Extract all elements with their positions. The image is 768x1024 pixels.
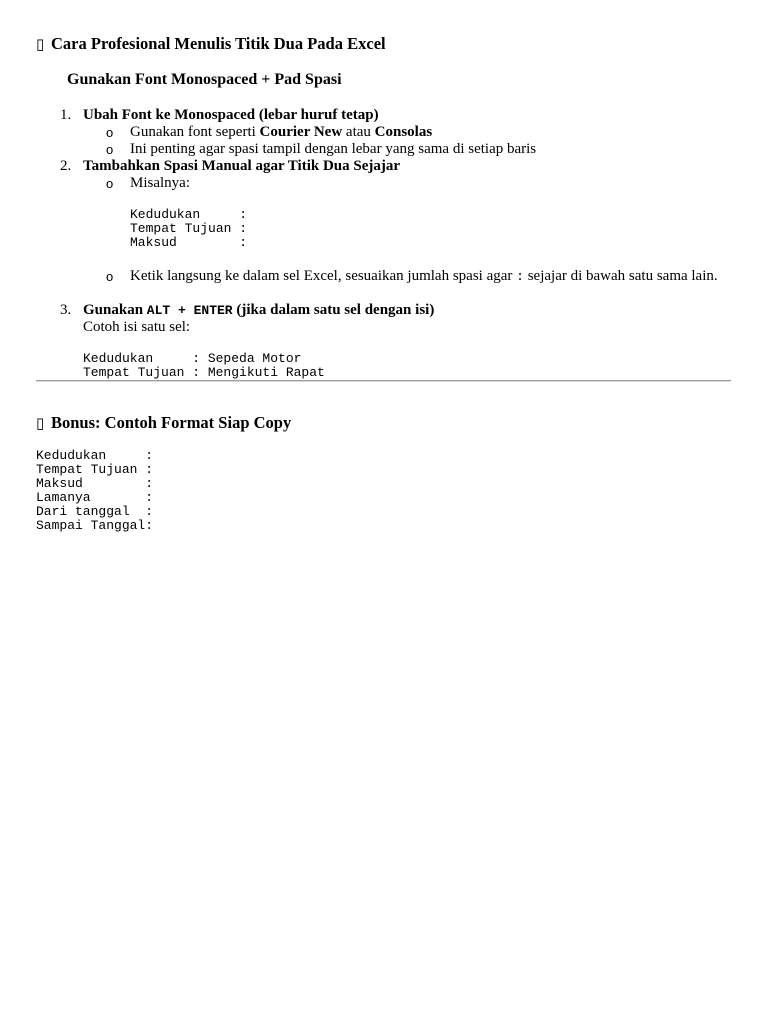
section-heading xyxy=(36,413,291,433)
section-title: Cara Profesional Menulis Titik Dua Pada Excel xyxy=(51,34,386,53)
bullet-marker: o xyxy=(106,125,114,140)
horizontal-divider xyxy=(36,380,731,382)
bullet-marker: o xyxy=(106,142,114,157)
step-title: Tambahkan Spasi Manual agar Titik Dua Sejajar xyxy=(83,158,401,174)
step-title: Ubah Font ke Monospaced (lebar huruf tetap) xyxy=(83,107,379,123)
list-item-text: atau xyxy=(342,124,375,140)
code-block: Kedudukan : Tempat Tujuan : Maksud : xyxy=(130,207,248,250)
font-name: Courier New xyxy=(259,124,343,140)
step-title-text: (jika dalam satu sel dengan isi) xyxy=(232,302,435,318)
list-item-text: Gunakan font seperti xyxy=(130,124,260,140)
section-subtitle: Gunakan Font Monospaced + Pad Spasi xyxy=(67,71,342,88)
step-title-text: Gunakan xyxy=(83,302,147,318)
bullet-marker: o xyxy=(106,269,114,284)
mark-icon: ▯ xyxy=(36,414,45,432)
step-number: 1. xyxy=(60,107,72,123)
step-number: 2. xyxy=(60,158,72,174)
bullet-marker: o xyxy=(106,176,114,191)
section-title: Bonus: Contoh Format Siap Copy xyxy=(51,413,292,432)
inline-code: : xyxy=(516,269,524,284)
font-name: Consolas xyxy=(374,124,433,140)
list-item-text: Ketik langsung ke dalam sel Excel, sesuaikan jumlah spasi agar xyxy=(130,268,517,284)
inline-code: ALT + ENTER xyxy=(146,303,233,318)
list-item-text: sejajar di bawah satu sama lain. xyxy=(523,268,718,284)
list-item-text: Misalnya: xyxy=(130,175,190,191)
code-block: Kedudukan : Tempat Tujuan : Maksud : Lamanya : Dari tanggal : Sampai Tanggal: xyxy=(36,448,154,533)
section-heading xyxy=(36,34,386,54)
list-item xyxy=(130,268,720,285)
mark-icon: ▯ xyxy=(36,35,45,53)
step-title xyxy=(83,302,434,319)
step-number: 3. xyxy=(60,302,72,318)
list-item xyxy=(130,124,432,141)
step-text: Cotoh isi satu sel: xyxy=(83,319,191,335)
code-block: Kedudukan : Sepeda Motor Tempat Tujuan : Mengikuti Rapat xyxy=(83,351,325,380)
list-item-text: Ini penting agar spasi tampil dengan lebar yang sama di setiap baris xyxy=(130,141,537,157)
